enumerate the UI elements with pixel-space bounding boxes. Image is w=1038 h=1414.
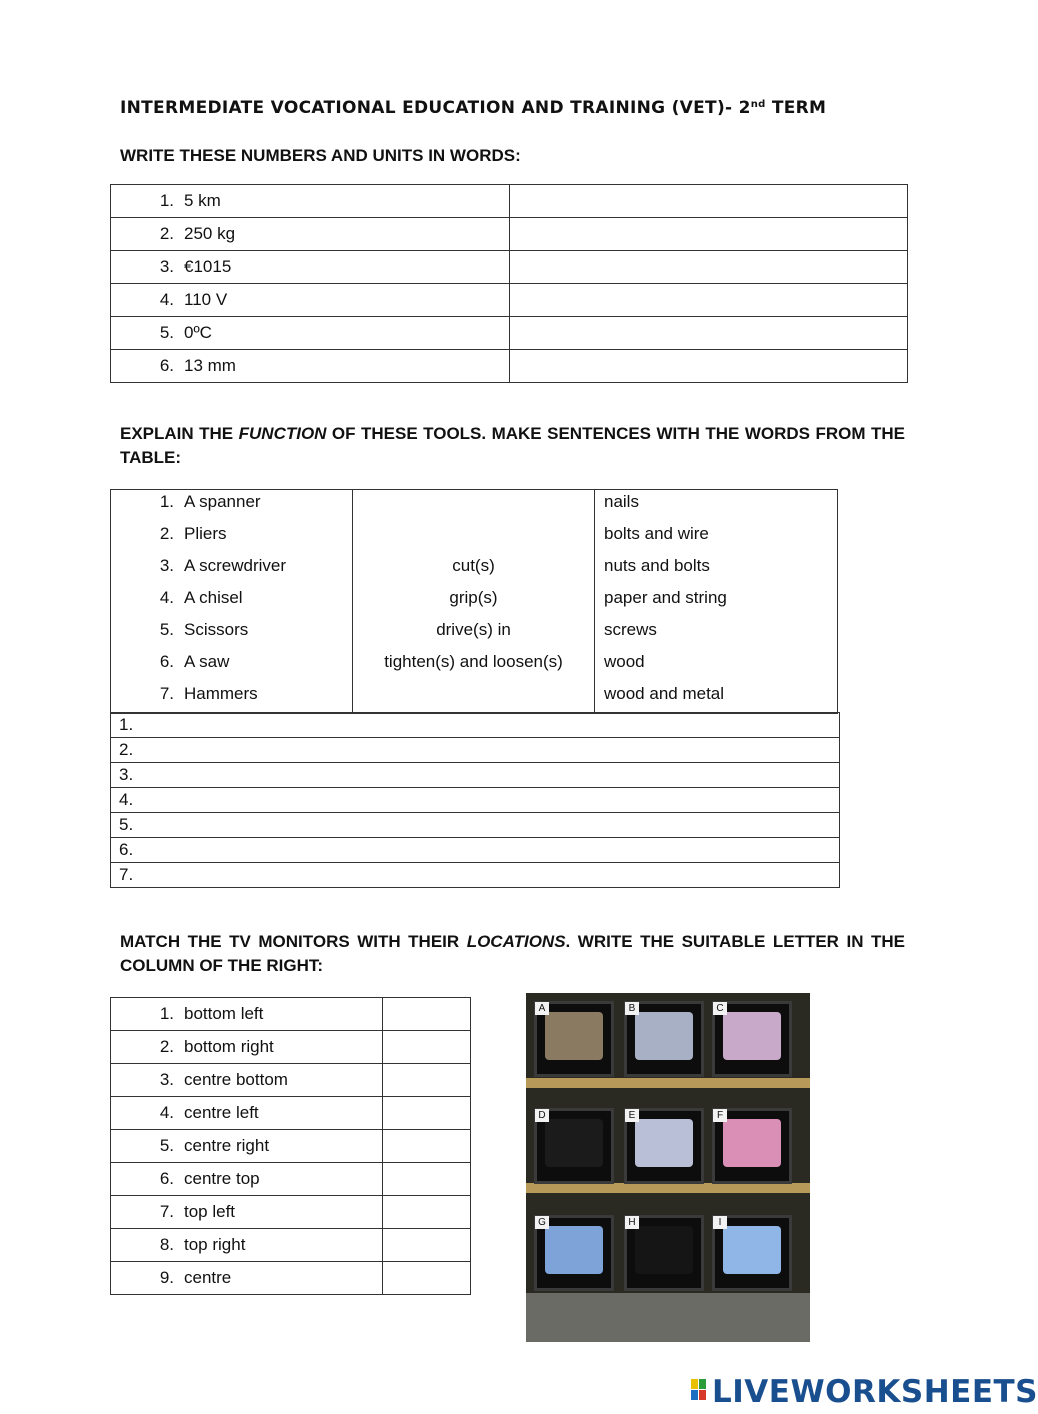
tool-name: A spanner xyxy=(184,492,261,511)
item-text: 5 km xyxy=(184,191,221,210)
answer-line[interactable] xyxy=(111,788,840,813)
item-number: 8. xyxy=(159,1235,174,1254)
tv-monitor xyxy=(712,1108,792,1184)
answer-cell[interactable] xyxy=(510,350,908,383)
tv-monitor xyxy=(712,1215,792,1291)
letter-answer-cell[interactable] xyxy=(383,1262,471,1295)
location-text: bottom left xyxy=(184,1004,264,1023)
verb-item: cut(s) xyxy=(452,556,495,575)
item-number: 4. xyxy=(159,1103,174,1122)
item-text: 13 mm xyxy=(184,356,236,375)
numbers-row xyxy=(111,251,908,284)
locations-table xyxy=(110,997,471,1295)
monitor-label: A xyxy=(535,1002,549,1015)
object-item: nails xyxy=(604,492,639,511)
location-text: top left xyxy=(184,1202,236,1221)
answer-cell[interactable] xyxy=(510,251,908,284)
tool-name: Pliers xyxy=(184,524,227,543)
answer-line-number: 4. xyxy=(119,790,134,809)
object-item: nuts and bolts xyxy=(604,556,710,575)
tv-monitor xyxy=(534,1108,614,1184)
answer-cell[interactable] xyxy=(510,185,908,218)
item-number: 6. xyxy=(159,652,174,671)
item-number: 1. xyxy=(159,492,174,511)
location-text: centre bottom xyxy=(184,1070,288,1089)
letter-answer-cell[interactable] xyxy=(383,1229,471,1262)
section3-heading: MATCH THE TV MONITORS WITH THEIR LOCATIONS. WRITE THE SUITABLE LETTER IN THE COLUMN OF THE RIGHT: xyxy=(120,932,905,975)
location-row xyxy=(111,1130,471,1163)
monitor-label: E xyxy=(625,1109,639,1122)
tool-item xyxy=(111,523,227,555)
location-row xyxy=(111,1196,471,1229)
answer-line[interactable] xyxy=(111,838,840,863)
tv-monitors-photo xyxy=(526,993,810,1342)
section1-heading: WRITE THESE NUMBERS AND UNITS IN WORDS: xyxy=(120,146,521,165)
numbers-row xyxy=(111,350,908,383)
answer-line[interactable] xyxy=(111,763,840,788)
answer-line[interactable] xyxy=(111,863,840,888)
tv-screen xyxy=(723,1226,781,1274)
tv-screen xyxy=(545,1119,603,1167)
monitor-label: F xyxy=(713,1109,727,1122)
liveworksheets-logo: LIVEWORKSHEETS xyxy=(712,1374,1038,1410)
answer-line[interactable] xyxy=(111,738,840,763)
answer-line-number: 7. xyxy=(119,865,134,884)
answer-cell[interactable] xyxy=(510,284,908,317)
monitor-label: H xyxy=(625,1216,639,1229)
object-item: paper and string xyxy=(604,588,727,607)
tv-screen xyxy=(635,1119,693,1167)
monitor-label: C xyxy=(713,1002,727,1015)
item-number: 5. xyxy=(159,323,174,342)
location-row xyxy=(111,1097,471,1130)
item-number: 9. xyxy=(159,1268,174,1287)
letter-answer-cell[interactable] xyxy=(383,1064,471,1097)
monitor-label: D xyxy=(535,1109,549,1122)
location-text: bottom right xyxy=(184,1037,274,1056)
item-number: 2. xyxy=(159,524,174,543)
tools-table xyxy=(110,489,838,714)
item-number: 4. xyxy=(159,290,174,309)
monitor-label: G xyxy=(535,1216,549,1229)
answer-line-number: 6. xyxy=(119,840,134,859)
tv-monitor xyxy=(624,1108,704,1184)
location-row xyxy=(111,1229,471,1262)
answers-table xyxy=(110,712,840,888)
location-text: centre right xyxy=(184,1136,270,1155)
answer-cell[interactable] xyxy=(510,317,908,350)
tool-item xyxy=(111,683,258,715)
answer-line-number: 3. xyxy=(119,765,134,784)
tv-screen xyxy=(545,1012,603,1060)
object-item: wood and metal xyxy=(604,684,725,703)
tool-name: Hammers xyxy=(184,684,258,703)
item-number: 1. xyxy=(159,1004,174,1023)
object-item: wood xyxy=(604,652,645,671)
answer-line-number: 2. xyxy=(119,740,134,759)
answer-line[interactable] xyxy=(111,813,840,838)
numbers-row xyxy=(111,317,908,350)
tool-item xyxy=(111,651,229,683)
verb-item: drive(s) in xyxy=(436,620,511,639)
tv-screen xyxy=(723,1119,781,1167)
tool-item xyxy=(111,619,248,651)
letter-answer-cell[interactable] xyxy=(383,998,471,1031)
object-item: bolts and wire xyxy=(604,524,709,543)
answer-line-number: 5. xyxy=(119,815,134,834)
item-text: €1015 xyxy=(184,257,232,276)
tool-name: A chisel xyxy=(184,588,243,607)
item-number: 6. xyxy=(159,1169,174,1188)
answer-cell[interactable] xyxy=(510,218,908,251)
numbers-row xyxy=(111,185,908,218)
answer-line[interactable] xyxy=(111,713,840,738)
location-row xyxy=(111,1262,471,1295)
tv-screen xyxy=(635,1012,693,1060)
letter-answer-cell[interactable] xyxy=(383,1196,471,1229)
verb-item: grip(s) xyxy=(449,588,498,607)
numbers-table xyxy=(110,184,908,383)
location-text: top right xyxy=(184,1235,246,1254)
item-text: 110 V xyxy=(184,290,228,309)
item-number: 4. xyxy=(159,588,174,607)
tool-name: Scissors xyxy=(184,620,249,639)
location-row xyxy=(111,1163,471,1196)
tool-name: A screwdriver xyxy=(184,556,287,575)
numbers-row xyxy=(111,218,908,251)
tv-screen xyxy=(635,1226,693,1274)
tool-item xyxy=(111,587,243,619)
item-number: 7. xyxy=(159,684,174,703)
item-text: 250 kg xyxy=(184,224,236,243)
liveworksheets-logo-icon xyxy=(691,1379,707,1401)
tv-monitor xyxy=(534,1215,614,1291)
item-number: 7. xyxy=(159,1202,174,1221)
location-text: centre top xyxy=(184,1169,260,1188)
tv-screen xyxy=(723,1012,781,1060)
verb-item: tighten(s) and loosen(s) xyxy=(384,652,563,671)
tv-monitor xyxy=(534,1001,614,1077)
item-number: 5. xyxy=(159,1136,174,1155)
letter-answer-cell[interactable] xyxy=(383,1097,471,1130)
item-number: 1. xyxy=(159,191,174,210)
tv-monitor xyxy=(624,1001,704,1077)
monitor-label: I xyxy=(713,1216,727,1229)
item-number: 2. xyxy=(159,1037,174,1056)
tool-name: A saw xyxy=(184,652,230,671)
item-number: 5. xyxy=(159,620,174,639)
answer-line-number: 1. xyxy=(119,715,134,734)
page-title: INTERMEDIATE VOCATIONAL EDUCATION AND TRAINING (VET)- 2nd TERM xyxy=(120,98,827,118)
tool-item xyxy=(111,555,286,587)
item-number: 2. xyxy=(159,224,174,243)
tv-screen xyxy=(545,1226,603,1274)
item-text: 0ºC xyxy=(184,323,212,342)
letter-answer-cell[interactable] xyxy=(383,1031,471,1064)
location-row xyxy=(111,998,471,1031)
location-text: centre left xyxy=(184,1103,259,1122)
location-row xyxy=(111,1031,471,1064)
item-number: 3. xyxy=(159,1070,174,1089)
item-number: 3. xyxy=(159,257,174,276)
item-number: 6. xyxy=(159,356,174,375)
tv-monitor xyxy=(624,1215,704,1291)
location-text: centre xyxy=(184,1268,232,1287)
location-row xyxy=(111,1064,471,1097)
numbers-row xyxy=(111,284,908,317)
letter-answer-cell[interactable] xyxy=(383,1130,471,1163)
tool-item xyxy=(111,491,261,523)
monitor-label: B xyxy=(625,1002,639,1015)
item-number: 3. xyxy=(159,556,174,575)
letter-answer-cell[interactable] xyxy=(383,1163,471,1196)
section2-heading: EXPLAIN THE FUNCTION OF THESE TOOLS. MAKE SENTENCES WITH THE WORDS FROM THE TABLE: xyxy=(120,424,905,467)
tv-monitor xyxy=(712,1001,792,1077)
object-item: screws xyxy=(604,620,657,639)
